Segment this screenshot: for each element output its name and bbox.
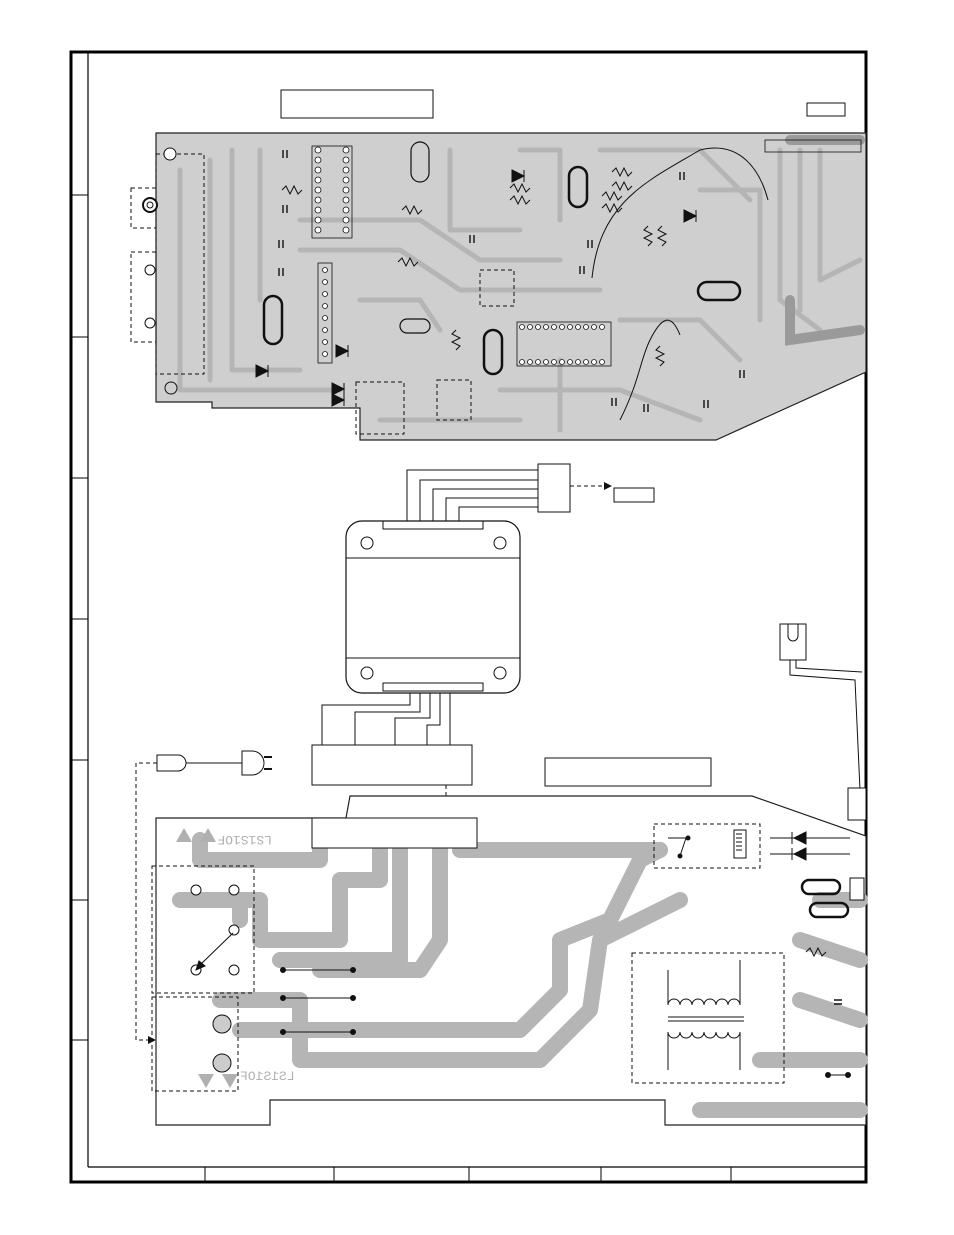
harness-connector — [538, 464, 570, 512]
main-pcb-title-box — [281, 90, 433, 118]
power-pcb-connector — [312, 818, 477, 848]
cord-clamp-icon — [780, 624, 862, 790]
power-pcb — [152, 758, 866, 1125]
transformer-lower-connector — [312, 745, 472, 785]
power-pcb-code-bottom: LS1S1OF — [240, 1069, 295, 1084]
power-pcb-title-box — [545, 758, 711, 786]
power-pcb-edge-connector — [848, 788, 866, 820]
main-pcb-connector-tag — [807, 103, 845, 116]
main-pcb — [131, 90, 866, 440]
harness-connector-tag — [614, 488, 654, 502]
power-pcb-code-top: LS1S1OF — [217, 832, 272, 847]
